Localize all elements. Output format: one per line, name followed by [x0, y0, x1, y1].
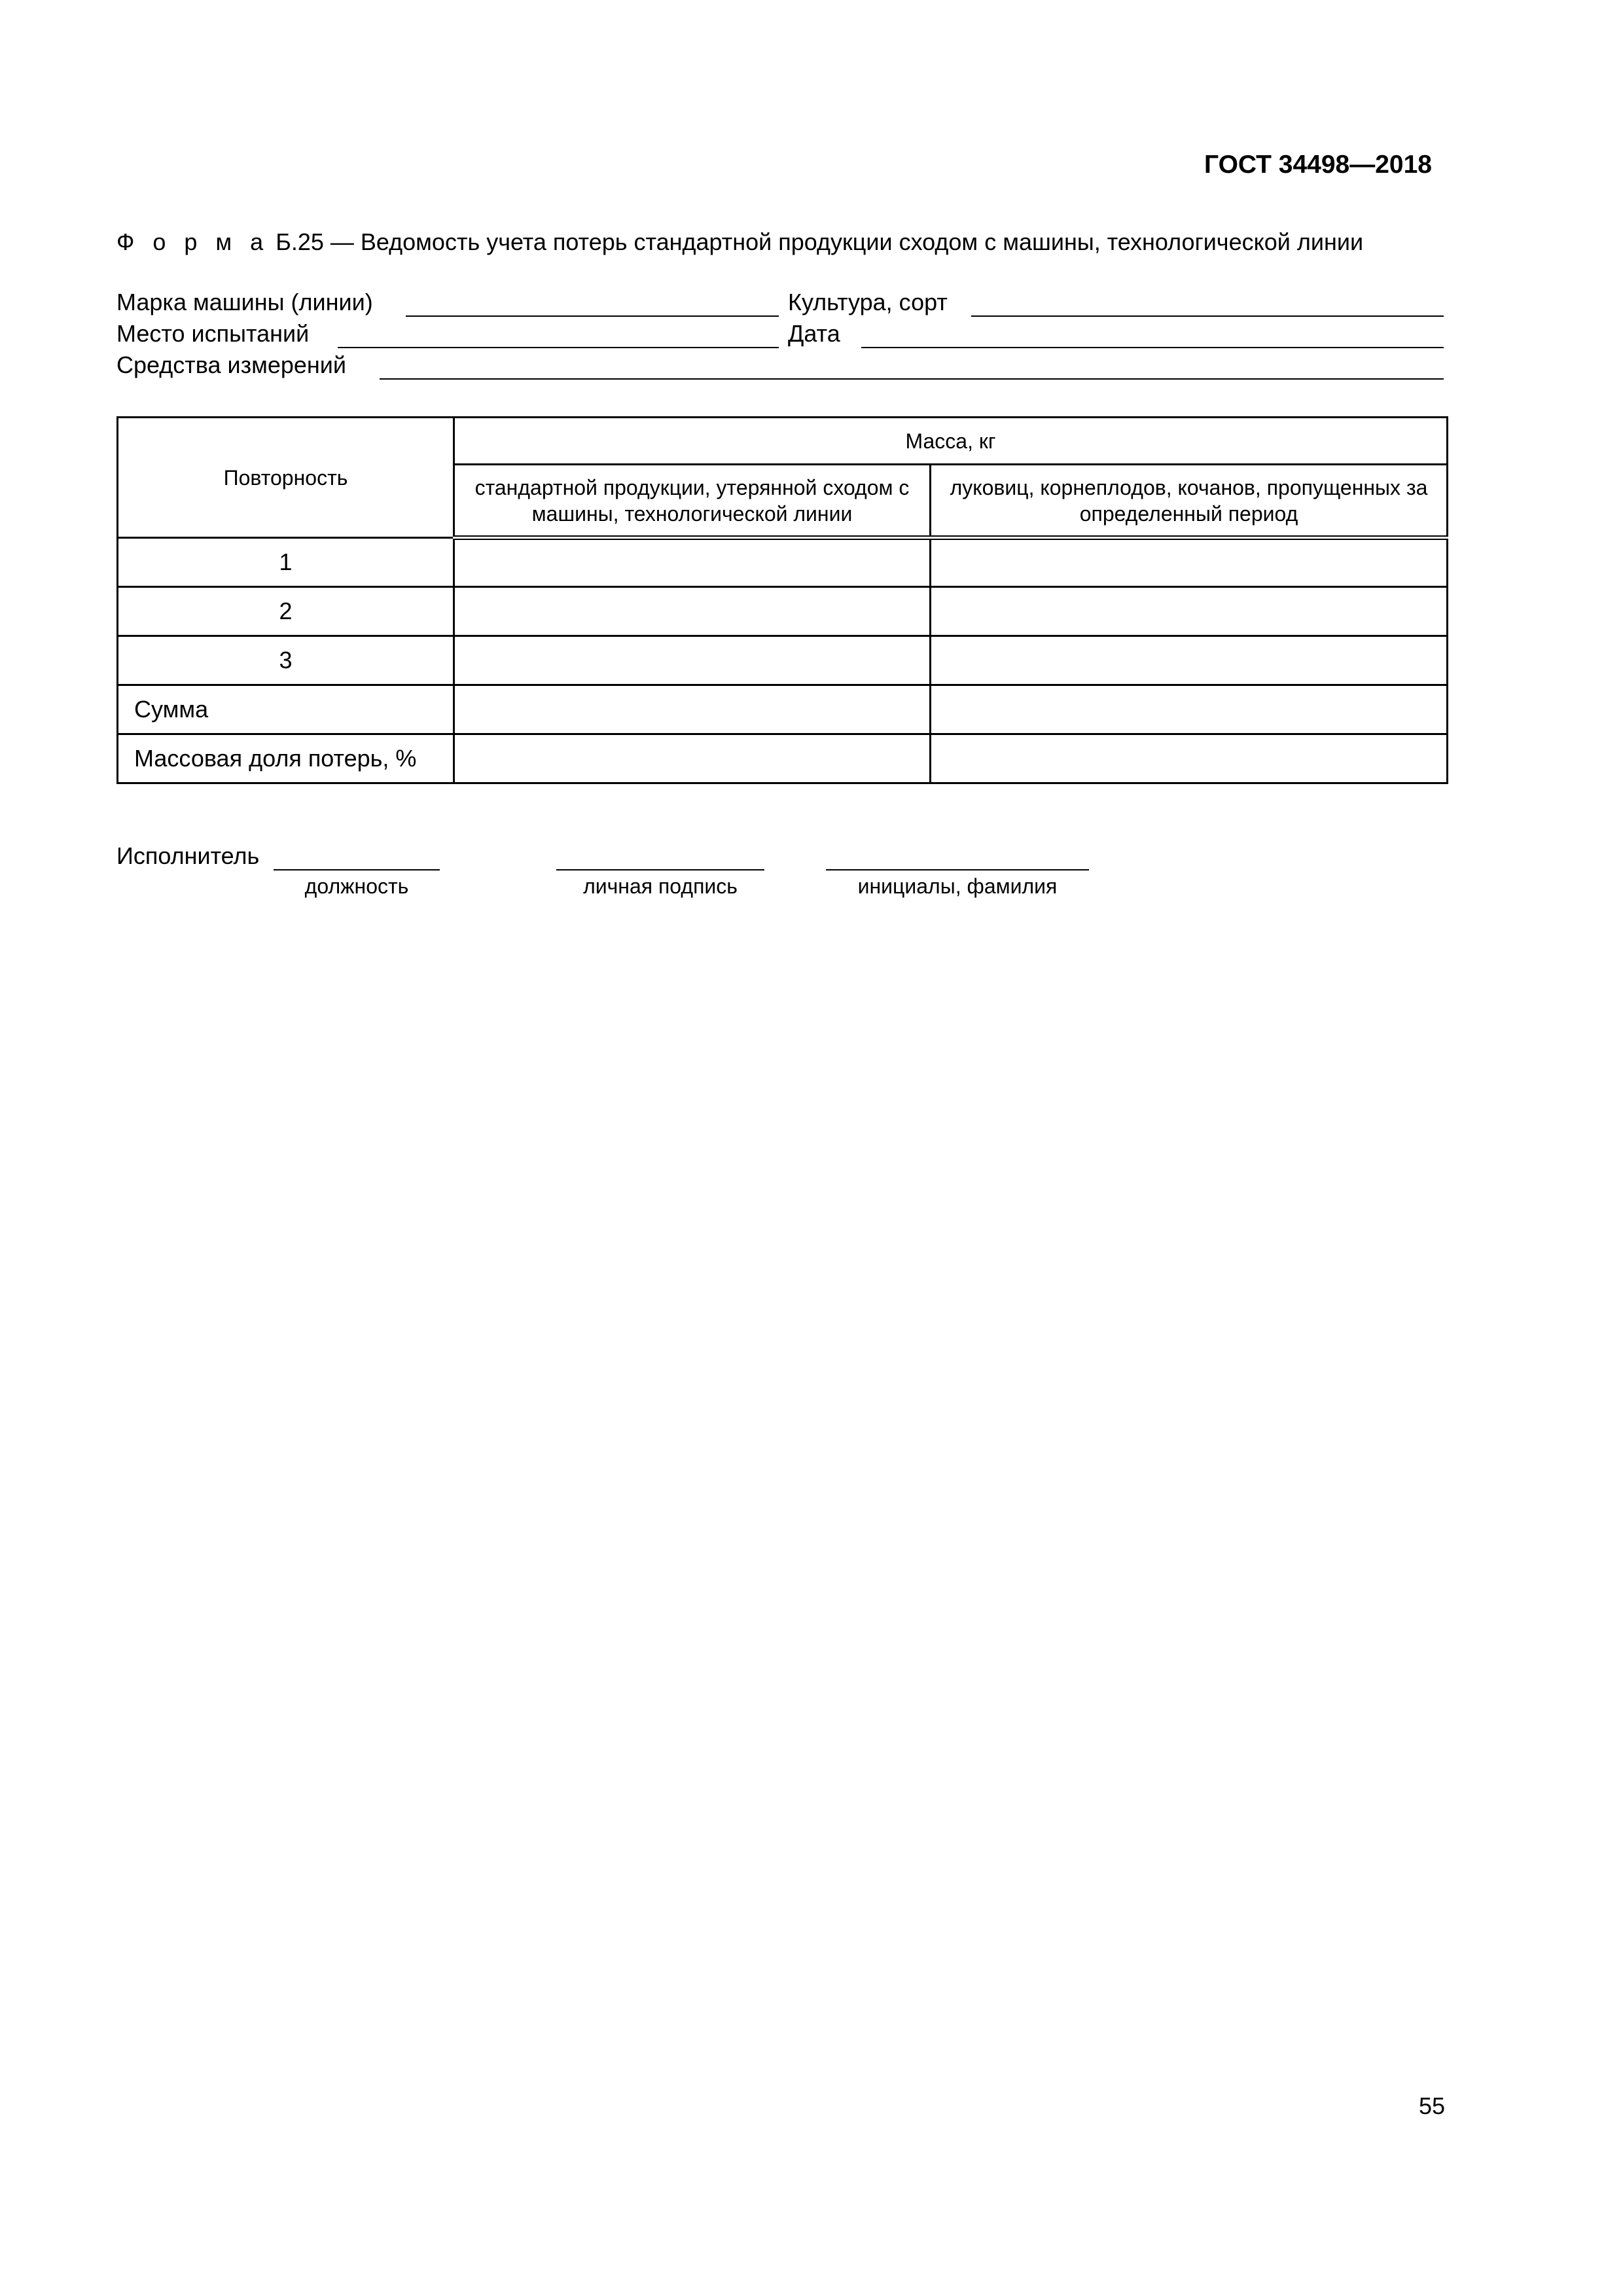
executor-label: Исполнитель: [116, 842, 260, 869]
date-field[interactable]: [861, 347, 1444, 348]
table-cell[interactable]: [931, 587, 1448, 636]
table-row: [118, 734, 1448, 783]
row-label: 3: [118, 636, 454, 685]
measuring-means-label: Средства измерений: [116, 351, 347, 378]
table-cell[interactable]: [454, 636, 931, 685]
table-cell[interactable]: [454, 685, 931, 734]
table-header-row: [118, 418, 1448, 465]
crop-variety-label: Культура, сорт: [788, 289, 948, 315]
signature-caption: личная подпись: [583, 874, 738, 898]
table-cell[interactable]: [931, 734, 1448, 783]
row-label: Сумма: [118, 685, 454, 734]
table-cell[interactable]: [931, 685, 1448, 734]
table-cell[interactable]: [931, 538, 1448, 587]
header-lost-std: стандартной продукции, утерянной сходом с машины, технологической линии: [454, 465, 931, 538]
header-missed: луковиц, корнеплодов, кочанов, пропущенных за определенный период: [931, 465, 1448, 538]
measuring-means-field[interactable]: [380, 378, 1444, 380]
form-label: Ф о р м а: [116, 228, 270, 255]
table-cell[interactable]: [454, 587, 931, 636]
date-label: Дата: [788, 320, 840, 347]
test-site-field[interactable]: [338, 347, 779, 348]
position-line[interactable]: [274, 869, 440, 870]
header-repeat: Повторность: [118, 418, 454, 538]
row-label: 1: [118, 538, 454, 587]
table-row: [118, 636, 1448, 685]
header-mass-group: Масса, кг: [454, 418, 1448, 465]
position-caption: должность: [304, 874, 409, 898]
form-title-text: — Ведомость учета потерь стандартной продукции сходом с машины, технологической линии: [330, 228, 1364, 255]
test-site-label: Место испытаний: [116, 320, 310, 347]
name-caption: инициалы, фамилия: [857, 874, 1058, 898]
standard-code: ГОСТ 34498—2018: [1204, 151, 1432, 179]
table-cell[interactable]: [454, 538, 931, 587]
row-label: Массовая доля потерь, %: [118, 734, 454, 783]
table-cell[interactable]: [931, 636, 1448, 685]
machine-brand-field[interactable]: [406, 315, 779, 317]
page-number: 55: [1418, 2092, 1445, 2119]
table-cell[interactable]: [454, 734, 931, 783]
table-row: [118, 538, 1448, 587]
name-line[interactable]: [826, 869, 1089, 870]
table-row: [118, 587, 1448, 636]
form-title: [116, 228, 1363, 257]
form-number: Б.25: [276, 228, 324, 255]
machine-brand-label: Марка машины (линии): [116, 289, 373, 315]
signature-line[interactable]: [556, 869, 764, 870]
loss-table: [116, 416, 1448, 784]
row-label: 2: [118, 587, 454, 636]
table-row: [118, 685, 1448, 734]
crop-variety-field[interactable]: [971, 315, 1444, 317]
